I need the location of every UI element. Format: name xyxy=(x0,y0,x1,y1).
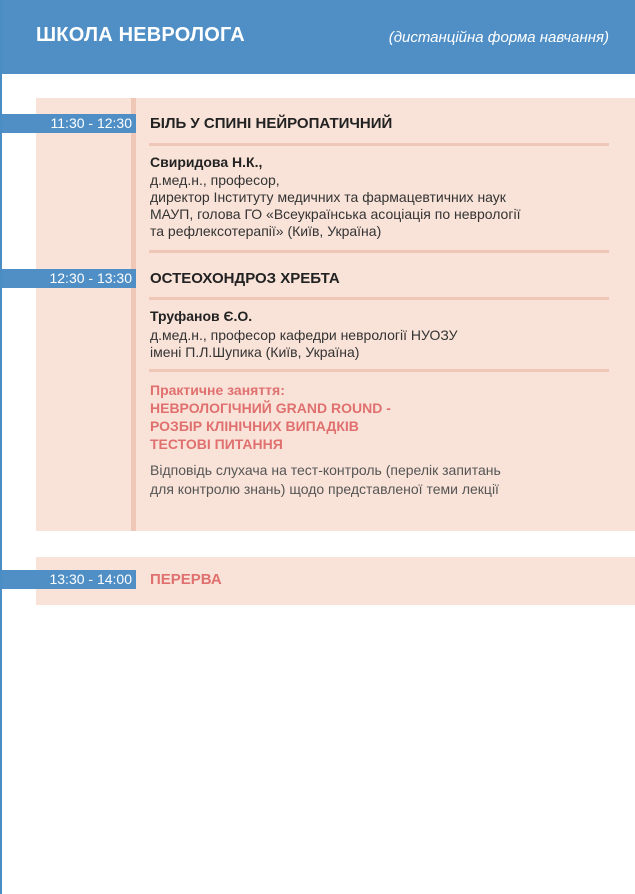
speaker-name: Труфанов Є.О. xyxy=(150,308,253,324)
session-time: 11:30 - 12:30 xyxy=(2,114,136,133)
speaker-info-line: д.мед.н., професор, xyxy=(150,172,280,188)
test-response-note xyxy=(150,461,501,499)
practical-line: РОЗБІР КЛІНІЧНИХ ВИПАДКІВ xyxy=(150,418,359,434)
speaker-name: Свиридова Н.К., xyxy=(150,154,263,170)
session-time: 13:30 - 14:00 xyxy=(2,570,136,589)
practical-line: НЕВРОЛОГІЧНИЙ GRAND ROUND - xyxy=(150,400,391,416)
break-title: ПЕРЕРВА xyxy=(150,571,222,588)
practical-session xyxy=(150,381,391,453)
speaker-info-line: директор Інституту медичних та фармацевтичних наук xyxy=(150,189,506,205)
page-title: ШКОЛА НЕВРОЛОГА xyxy=(36,24,245,46)
practical-line: ТЕСТОВІ ПИТАННЯ xyxy=(150,436,283,452)
session-time: 12:30 - 13:30 xyxy=(2,269,136,288)
horizontal-divider xyxy=(149,369,609,372)
session-title: БІЛЬ У СПИНІ НЕЙРОПАТИЧНИЙ xyxy=(150,115,393,132)
page-edge-line xyxy=(0,0,2,894)
horizontal-divider xyxy=(149,250,609,253)
speaker-info-line: д.мед.н., професор кафедри неврології НУОЗУ xyxy=(150,327,458,343)
speaker-info-line: імені П.Л.Шупика (Київ, Україна) xyxy=(150,344,360,360)
speaker-info xyxy=(150,327,458,361)
page-subtitle: (дистанційна форма навчання) xyxy=(388,29,609,46)
session-title: ОСТЕОХОНДРОЗ ХРЕБТА xyxy=(150,270,340,287)
horizontal-divider xyxy=(149,297,609,300)
speaker-info xyxy=(150,172,520,240)
speaker-info-line: МАУП, голова ГО «Всеукраїнська асоціація по неврології xyxy=(150,206,521,222)
practical-line: Практичне заняття: xyxy=(150,382,285,398)
response-line: Відповідь слухача на тест-контроль (перелік запитань xyxy=(150,462,501,478)
horizontal-divider xyxy=(149,143,609,146)
speaker-info-line: та рефлексотерапії» (Київ, Україна) xyxy=(150,223,382,239)
vertical-divider xyxy=(131,98,136,531)
header-banner xyxy=(2,0,635,74)
response-line: для контролю знань) щодо представленої теми лекції xyxy=(150,481,499,497)
